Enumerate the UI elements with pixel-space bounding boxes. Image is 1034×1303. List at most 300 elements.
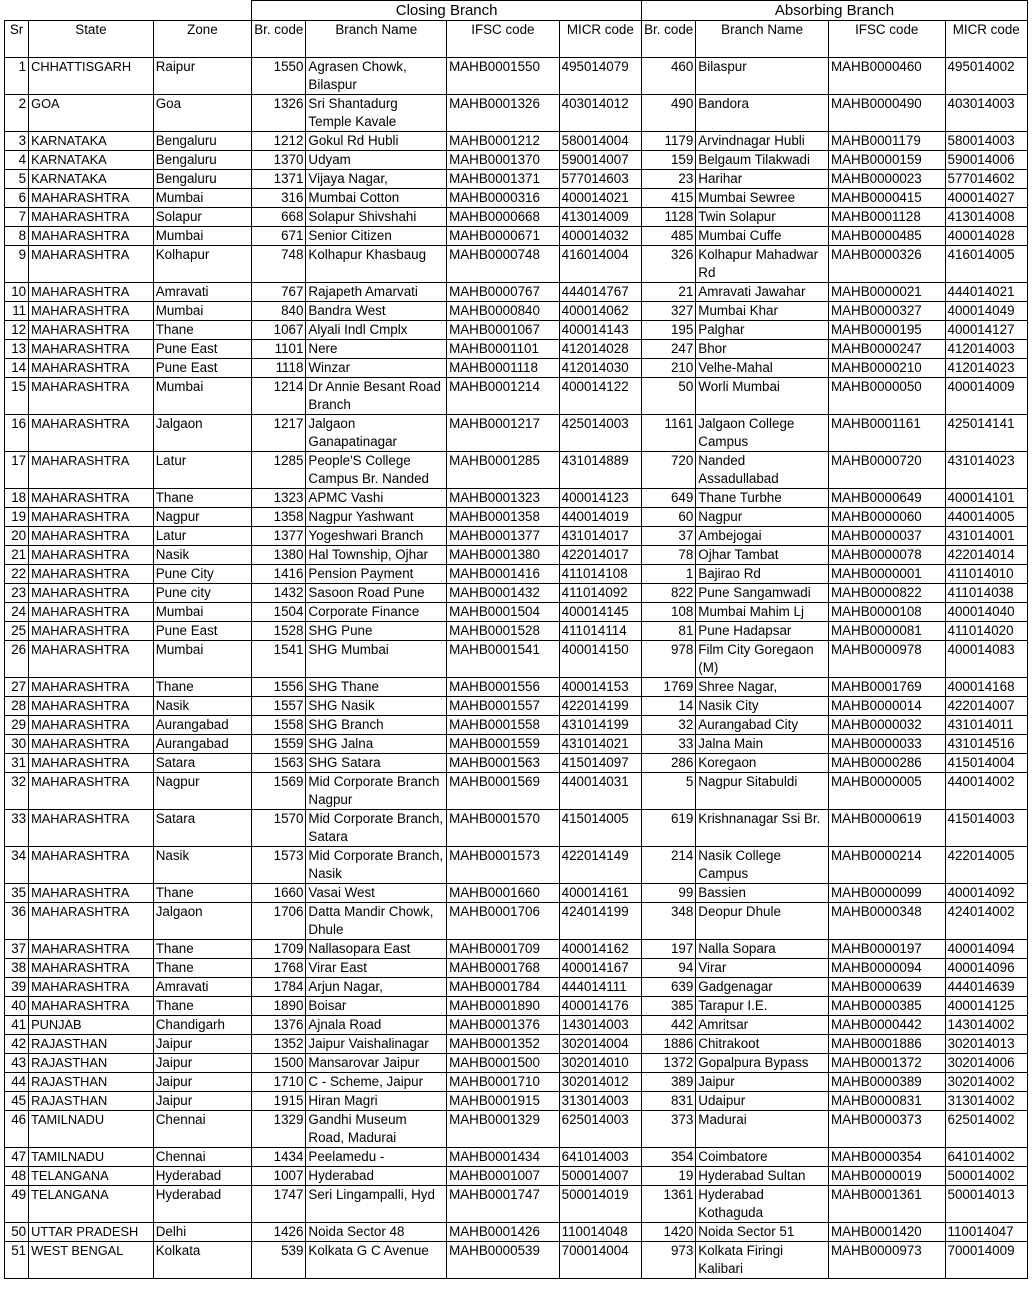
cell-zone: Aurangabad [153, 735, 251, 754]
cell-micr: 700014004 [559, 1242, 641, 1279]
cell-sr: 37 [5, 940, 29, 959]
cell-state: MAHARASHTRA [29, 584, 154, 603]
col-header-abs-branch-name: Branch Name [696, 21, 829, 58]
cell-abs-br-code: 831 [642, 1092, 696, 1111]
col-header-br-code: Br. code [252, 21, 306, 58]
cell-zone: Thane [153, 489, 251, 508]
cell-micr: 403014012 [559, 95, 641, 132]
cell-sr: 23 [5, 584, 29, 603]
cell-state: MAHARASHTRA [29, 208, 154, 227]
cell-abs-micr: 700014009 [945, 1242, 1028, 1279]
cell-state: MAHARASHTRA [29, 716, 154, 735]
cell-state: MAHARASHTRA [29, 246, 154, 283]
cell-state: RAJASTHAN [29, 1054, 154, 1073]
cell-state: MAHARASHTRA [29, 302, 154, 321]
cell-abs-br-code: 37 [642, 527, 696, 546]
cell-micr: 641014003 [559, 1148, 641, 1167]
cell-state: UTTAR PRADESH [29, 1223, 154, 1242]
table-row [5, 302, 1028, 321]
cell-abs-branch-name: Pune Hadapsar [696, 622, 829, 641]
cell-sr: 12 [5, 321, 29, 340]
cell-br-code: 1557 [252, 697, 306, 716]
cell-abs-branch-name: Virar [696, 959, 829, 978]
cell-sr: 15 [5, 378, 29, 415]
table-row [5, 584, 1028, 603]
cell-abs-br-code: 1886 [642, 1035, 696, 1054]
cell-micr: 412014030 [559, 359, 641, 378]
cell-abs-ifsc: MAHB0001179 [828, 132, 945, 151]
cell-state: MAHARASHTRA [29, 810, 154, 847]
cell-abs-br-code: 214 [642, 847, 696, 884]
cell-sr: 30 [5, 735, 29, 754]
cell-state: MAHARASHTRA [29, 546, 154, 565]
cell-abs-ifsc: MAHB0001769 [828, 678, 945, 697]
cell-ifsc: MAHB0001377 [447, 527, 560, 546]
cell-micr: 413014009 [559, 208, 641, 227]
cell-ifsc: MAHB0001434 [447, 1148, 560, 1167]
cell-sr: 21 [5, 546, 29, 565]
table-row [5, 1242, 1028, 1279]
cell-br-code: 316 [252, 189, 306, 208]
cell-sr: 35 [5, 884, 29, 903]
cell-zone: Solapur [153, 208, 251, 227]
cell-br-code: 1528 [252, 622, 306, 641]
cell-state: MAHARASHTRA [29, 321, 154, 340]
cell-abs-micr: 412014023 [945, 359, 1028, 378]
table-row [5, 1148, 1028, 1167]
cell-branch-name: Nere [306, 340, 447, 359]
cell-abs-branch-name: Nasik College Campus [696, 847, 829, 884]
cell-zone: Mumbai [153, 641, 251, 678]
cell-state: MAHARASHTRA [29, 622, 154, 641]
column-header-row [5, 21, 1028, 58]
table-row [5, 1073, 1028, 1092]
cell-abs-branch-name: Harihar [696, 170, 829, 189]
cell-branch-name: APMC Vashi [306, 489, 447, 508]
table-row [5, 1111, 1028, 1148]
cell-abs-branch-name: Jalna Main [696, 735, 829, 754]
cell-state: TAMILNADU [29, 1148, 154, 1167]
cell-abs-ifsc: MAHB0000460 [828, 58, 945, 95]
cell-abs-ifsc: MAHB0000019 [828, 1167, 945, 1186]
cell-state: MAHARASHTRA [29, 978, 154, 997]
cell-abs-branch-name: Krishnanagar Ssi Br. [696, 810, 829, 847]
cell-abs-ifsc: MAHB0000081 [828, 622, 945, 641]
cell-branch-name: SHG Thane [306, 678, 447, 697]
cell-abs-branch-name: Bandora [696, 95, 829, 132]
cell-sr: 17 [5, 452, 29, 489]
cell-br-code: 1377 [252, 527, 306, 546]
cell-sr: 3 [5, 132, 29, 151]
table-row [5, 641, 1028, 678]
cell-micr: 411014108 [559, 565, 641, 584]
cell-sr: 39 [5, 978, 29, 997]
table-row [5, 132, 1028, 151]
cell-abs-ifsc: MAHB0000973 [828, 1242, 945, 1279]
cell-ifsc: MAHB0001326 [447, 95, 560, 132]
table-row [5, 321, 1028, 340]
cell-abs-micr: 411014020 [945, 622, 1028, 641]
cell-branch-name: Udyam [306, 151, 447, 170]
cell-abs-br-code: 1 [642, 565, 696, 584]
cell-abs-br-code: 373 [642, 1111, 696, 1148]
cell-abs-ifsc: MAHB0000831 [828, 1092, 945, 1111]
cell-zone: Nasik [153, 697, 251, 716]
cell-zone: Latur [153, 452, 251, 489]
cell-zone: Thane [153, 884, 251, 903]
cell-abs-br-code: 649 [642, 489, 696, 508]
cell-branch-name: Agrasen Chowk, Bilaspur [306, 58, 447, 95]
cell-sr: 24 [5, 603, 29, 622]
cell-state: MAHARASHTRA [29, 565, 154, 584]
cell-sr: 27 [5, 678, 29, 697]
cell-ifsc: MAHB0001217 [447, 415, 560, 452]
cell-abs-br-code: 327 [642, 302, 696, 321]
cell-abs-micr: 400014168 [945, 678, 1028, 697]
cell-br-code: 1352 [252, 1035, 306, 1054]
cell-branch-name: Mid Corporate Branch Nagpur [306, 773, 447, 810]
cell-micr: 440014019 [559, 508, 641, 527]
cell-sr: 40 [5, 997, 29, 1016]
cell-abs-micr: 580014003 [945, 132, 1028, 151]
cell-abs-micr: 400014125 [945, 997, 1028, 1016]
cell-ifsc: MAHB0001768 [447, 959, 560, 978]
cell-abs-br-code: 1128 [642, 208, 696, 227]
table-row [5, 58, 1028, 95]
cell-micr: 411014092 [559, 584, 641, 603]
cell-state: RAJASTHAN [29, 1073, 154, 1092]
cell-abs-branch-name: Tarapur I.E. [696, 997, 829, 1016]
cell-abs-br-code: 99 [642, 884, 696, 903]
cell-abs-micr: 495014002 [945, 58, 1028, 95]
cell-micr: 400014122 [559, 378, 641, 415]
cell-state: MAHARASHTRA [29, 997, 154, 1016]
cell-branch-name: Rajapeth Amarvati [306, 283, 447, 302]
cell-branch-name: Kolhapur Khasbaug [306, 246, 447, 283]
cell-br-code: 1784 [252, 978, 306, 997]
cell-abs-branch-name: Nagpur Sitabuldi [696, 773, 829, 810]
cell-ifsc: MAHB0001376 [447, 1016, 560, 1035]
cell-sr: 9 [5, 246, 29, 283]
cell-abs-branch-name: Jaipur [696, 1073, 829, 1092]
cell-micr: 431014021 [559, 735, 641, 754]
cell-sr: 29 [5, 716, 29, 735]
cell-abs-branch-name: Bilaspur [696, 58, 829, 95]
cell-abs-branch-name: Mumbai Sewree [696, 189, 829, 208]
cell-br-code: 1747 [252, 1186, 306, 1223]
table-row [5, 959, 1028, 978]
cell-br-code: 668 [252, 208, 306, 227]
cell-abs-ifsc: MAHB0000037 [828, 527, 945, 546]
cell-state: RAJASTHAN [29, 1035, 154, 1054]
cell-abs-branch-name: Velhe-Mahal [696, 359, 829, 378]
table-row [5, 1167, 1028, 1186]
cell-state: KARNATAKA [29, 170, 154, 189]
cell-sr: 50 [5, 1223, 29, 1242]
cell-abs-micr: 413014008 [945, 208, 1028, 227]
cell-zone: Mumbai [153, 189, 251, 208]
cell-ifsc: MAHB0001007 [447, 1167, 560, 1186]
cell-sr: 36 [5, 903, 29, 940]
table-row [5, 1016, 1028, 1035]
cell-br-code: 1426 [252, 1223, 306, 1242]
cell-abs-micr: 500014002 [945, 1167, 1028, 1186]
cell-ifsc: MAHB0001660 [447, 884, 560, 903]
cell-abs-br-code: 1179 [642, 132, 696, 151]
cell-abs-micr: 400014094 [945, 940, 1028, 959]
cell-ifsc: MAHB0000668 [447, 208, 560, 227]
cell-abs-branch-name: Nagpur [696, 508, 829, 527]
cell-branch-name: Jalgaon Ganapatinagar [306, 415, 447, 452]
cell-ifsc: MAHB0001426 [447, 1223, 560, 1242]
cell-branch-name: SHG Branch [306, 716, 447, 735]
cell-zone: Amravati [153, 978, 251, 997]
cell-br-code: 1556 [252, 678, 306, 697]
cell-micr: 590014007 [559, 151, 641, 170]
cell-abs-ifsc: MAHB0001161 [828, 415, 945, 452]
cell-branch-name: SHG Pune [306, 622, 447, 641]
cell-br-code: 1890 [252, 997, 306, 1016]
cell-zone: Mumbai [153, 378, 251, 415]
cell-ifsc: MAHB0001569 [447, 773, 560, 810]
cell-state: MAHARASHTRA [29, 527, 154, 546]
cell-abs-ifsc: MAHB0000214 [828, 847, 945, 884]
cell-abs-br-code: 460 [642, 58, 696, 95]
cell-abs-branch-name: Bhor [696, 340, 829, 359]
cell-branch-name: Corporate Finance [306, 603, 447, 622]
cell-zone: Mumbai [153, 227, 251, 246]
cell-abs-ifsc: MAHB0000348 [828, 903, 945, 940]
cell-ifsc: MAHB0001118 [447, 359, 560, 378]
cell-abs-br-code: 348 [642, 903, 696, 940]
cell-abs-micr: 431014001 [945, 527, 1028, 546]
col-header-ifsc: IFSC code [447, 21, 560, 58]
cell-abs-ifsc: MAHB0000442 [828, 1016, 945, 1035]
cell-micr: 400014062 [559, 302, 641, 321]
cell-abs-ifsc: MAHB0000001 [828, 565, 945, 584]
table-row [5, 716, 1028, 735]
cell-ifsc: MAHB0001101 [447, 340, 560, 359]
cell-branch-name: Nallasopara East [306, 940, 447, 959]
cell-zone: Jalgaon [153, 415, 251, 452]
cell-br-code: 1710 [252, 1073, 306, 1092]
cell-zone: Jaipur [153, 1073, 251, 1092]
cell-zone: Aurangabad [153, 716, 251, 735]
cell-ifsc: MAHB0000539 [447, 1242, 560, 1279]
cell-abs-branch-name: Aurangabad City [696, 716, 829, 735]
cell-branch-name: Virar East [306, 959, 447, 978]
cell-branch-name: Mid Corporate Branch, Nasik [306, 847, 447, 884]
cell-state: MAHARASHTRA [29, 735, 154, 754]
cell-abs-micr: 431014011 [945, 716, 1028, 735]
cell-branch-name: Mansarovar Jaipur [306, 1054, 447, 1073]
cell-ifsc: MAHB0001214 [447, 378, 560, 415]
cell-micr: 422014149 [559, 847, 641, 884]
cell-br-code: 748 [252, 246, 306, 283]
cell-sr: 49 [5, 1186, 29, 1223]
cell-abs-micr: 422014005 [945, 847, 1028, 884]
cell-abs-ifsc: MAHB0000720 [828, 452, 945, 489]
cell-micr: 302014004 [559, 1035, 641, 1054]
cell-zone: Jaipur [153, 1035, 251, 1054]
table-row [5, 997, 1028, 1016]
cell-state: PUNJAB [29, 1016, 154, 1035]
cell-abs-ifsc: MAHB0000286 [828, 754, 945, 773]
cell-abs-ifsc: MAHB0000021 [828, 283, 945, 302]
table-row [5, 489, 1028, 508]
table-row [5, 170, 1028, 189]
table-row [5, 415, 1028, 452]
cell-branch-name: Boisar [306, 997, 447, 1016]
cell-zone: Chandigarh [153, 1016, 251, 1035]
cell-abs-branch-name: Nasik City [696, 697, 829, 716]
cell-abs-micr: 440014002 [945, 773, 1028, 810]
cell-abs-micr: 422014007 [945, 697, 1028, 716]
cell-abs-micr: 424014002 [945, 903, 1028, 940]
cell-sr: 19 [5, 508, 29, 527]
cell-abs-ifsc: MAHB0001361 [828, 1186, 945, 1223]
cell-abs-br-code: 247 [642, 340, 696, 359]
cell-zone: Satara [153, 754, 251, 773]
cell-abs-micr: 422014014 [945, 546, 1028, 565]
cell-branch-name: Jaipur Vaishalinagar [306, 1035, 447, 1054]
cell-sr: 13 [5, 340, 29, 359]
cell-sr: 43 [5, 1054, 29, 1073]
cell-abs-branch-name: Gadgenagar [696, 978, 829, 997]
cell-abs-br-code: 490 [642, 95, 696, 132]
cell-sr: 2 [5, 95, 29, 132]
cell-abs-br-code: 108 [642, 603, 696, 622]
cell-branch-name: Vijaya Nagar, [306, 170, 447, 189]
cell-micr: 400014021 [559, 189, 641, 208]
table-row [5, 754, 1028, 773]
cell-micr: 416014004 [559, 246, 641, 283]
cell-zone: Jalgaon [153, 903, 251, 940]
cell-branch-name: Alyali Indl Cmplx [306, 321, 447, 340]
cell-abs-branch-name: Nanded Assadullabad [696, 452, 829, 489]
cell-abs-branch-name: Hyderabad Kothaguda [696, 1186, 829, 1223]
cell-zone: Pune East [153, 340, 251, 359]
cell-micr: 400014123 [559, 489, 641, 508]
cell-abs-micr: 400014096 [945, 959, 1028, 978]
cell-sr: 47 [5, 1148, 29, 1167]
cell-ifsc: MAHB0001541 [447, 641, 560, 678]
cell-abs-ifsc: MAHB0000327 [828, 302, 945, 321]
cell-state: MAHARASHTRA [29, 641, 154, 678]
cell-abs-micr: 500014013 [945, 1186, 1028, 1223]
cell-abs-micr: 400014049 [945, 302, 1028, 321]
cell-abs-br-code: 973 [642, 1242, 696, 1279]
cell-abs-branch-name: Madurai [696, 1111, 829, 1148]
cell-zone: Thane [153, 321, 251, 340]
cell-abs-branch-name: Kolkata Firingi Kalibari [696, 1242, 829, 1279]
cell-ifsc: MAHB0001380 [447, 546, 560, 565]
cell-zone: Thane [153, 997, 251, 1016]
cell-abs-micr: 440014005 [945, 508, 1028, 527]
cell-abs-branch-name: Shree Nagar, [696, 678, 829, 697]
cell-abs-br-code: 1361 [642, 1186, 696, 1223]
table-row [5, 1223, 1028, 1242]
cell-micr: 143014003 [559, 1016, 641, 1035]
cell-br-code: 840 [252, 302, 306, 321]
cell-micr: 444014767 [559, 283, 641, 302]
cell-zone: Thane [153, 678, 251, 697]
table-row [5, 527, 1028, 546]
cell-abs-micr: 412014003 [945, 340, 1028, 359]
cell-abs-branch-name: Noida Sector 51 [696, 1223, 829, 1242]
cell-br-code: 1768 [252, 959, 306, 978]
cell-abs-ifsc: MAHB0001420 [828, 1223, 945, 1242]
table-row [5, 678, 1028, 697]
cell-state: MAHARASHTRA [29, 452, 154, 489]
cell-state: MAHARASHTRA [29, 415, 154, 452]
cell-micr: 411014114 [559, 622, 641, 641]
cell-sr: 44 [5, 1073, 29, 1092]
cell-abs-br-code: 485 [642, 227, 696, 246]
cell-state: TAMILNADU [29, 1111, 154, 1148]
cell-br-code: 1706 [252, 903, 306, 940]
cell-ifsc: MAHB0001371 [447, 170, 560, 189]
cell-abs-ifsc: MAHB0001886 [828, 1035, 945, 1054]
cell-abs-ifsc: MAHB0000619 [828, 810, 945, 847]
cell-zone: Pune City [153, 565, 251, 584]
cell-abs-branch-name: Thane Turbhe [696, 489, 829, 508]
cell-abs-ifsc: MAHB0000099 [828, 884, 945, 903]
cell-abs-ifsc: MAHB0000639 [828, 978, 945, 997]
cell-branch-name: Winzar [306, 359, 447, 378]
cell-state: MAHARASHTRA [29, 903, 154, 940]
cell-abs-ifsc: MAHB0000195 [828, 321, 945, 340]
cell-abs-br-code: 50 [642, 378, 696, 415]
cell-br-code: 1371 [252, 170, 306, 189]
cell-zone: Bengaluru [153, 151, 251, 170]
cell-abs-micr: 400014101 [945, 489, 1028, 508]
cell-zone: Chennai [153, 1111, 251, 1148]
cell-abs-micr: 625014002 [945, 1111, 1028, 1148]
cell-abs-ifsc: MAHB0000005 [828, 773, 945, 810]
cell-branch-name: Datta Mandir Chowk, Dhule [306, 903, 447, 940]
cell-abs-br-code: 195 [642, 321, 696, 340]
cell-ifsc: MAHB0000748 [447, 246, 560, 283]
cell-abs-micr: 400014009 [945, 378, 1028, 415]
cell-abs-br-code: 23 [642, 170, 696, 189]
cell-ifsc: MAHB0001528 [447, 622, 560, 641]
cell-sr: 34 [5, 847, 29, 884]
cell-branch-name: Vasai West [306, 884, 447, 903]
cell-zone: Pune East [153, 622, 251, 641]
col-header-sr: Sr [5, 21, 29, 58]
cell-abs-micr: 590014006 [945, 151, 1028, 170]
cell-ifsc: MAHB0001570 [447, 810, 560, 847]
cell-zone: Jaipur [153, 1054, 251, 1073]
cell-br-code: 767 [252, 283, 306, 302]
cell-sr: 51 [5, 1242, 29, 1279]
branch-table [4, 0, 1028, 1279]
cell-abs-ifsc: MAHB0000210 [828, 359, 945, 378]
cell-micr: 400014167 [559, 959, 641, 978]
cell-zone: Mumbai [153, 603, 251, 622]
cell-abs-ifsc: MAHB0000385 [828, 997, 945, 1016]
table-row [5, 508, 1028, 527]
cell-micr: 495014079 [559, 58, 641, 95]
cell-ifsc: MAHB0001915 [447, 1092, 560, 1111]
cell-zone: Latur [153, 527, 251, 546]
cell-zone: Pune city [153, 584, 251, 603]
closing-branch-header: Closing Branch [252, 1, 642, 21]
col-header-abs-ifsc: IFSC code [828, 21, 945, 58]
cell-branch-name: Seri Lingampalli, Hyd [306, 1186, 447, 1223]
cell-abs-micr: 641014002 [945, 1148, 1028, 1167]
